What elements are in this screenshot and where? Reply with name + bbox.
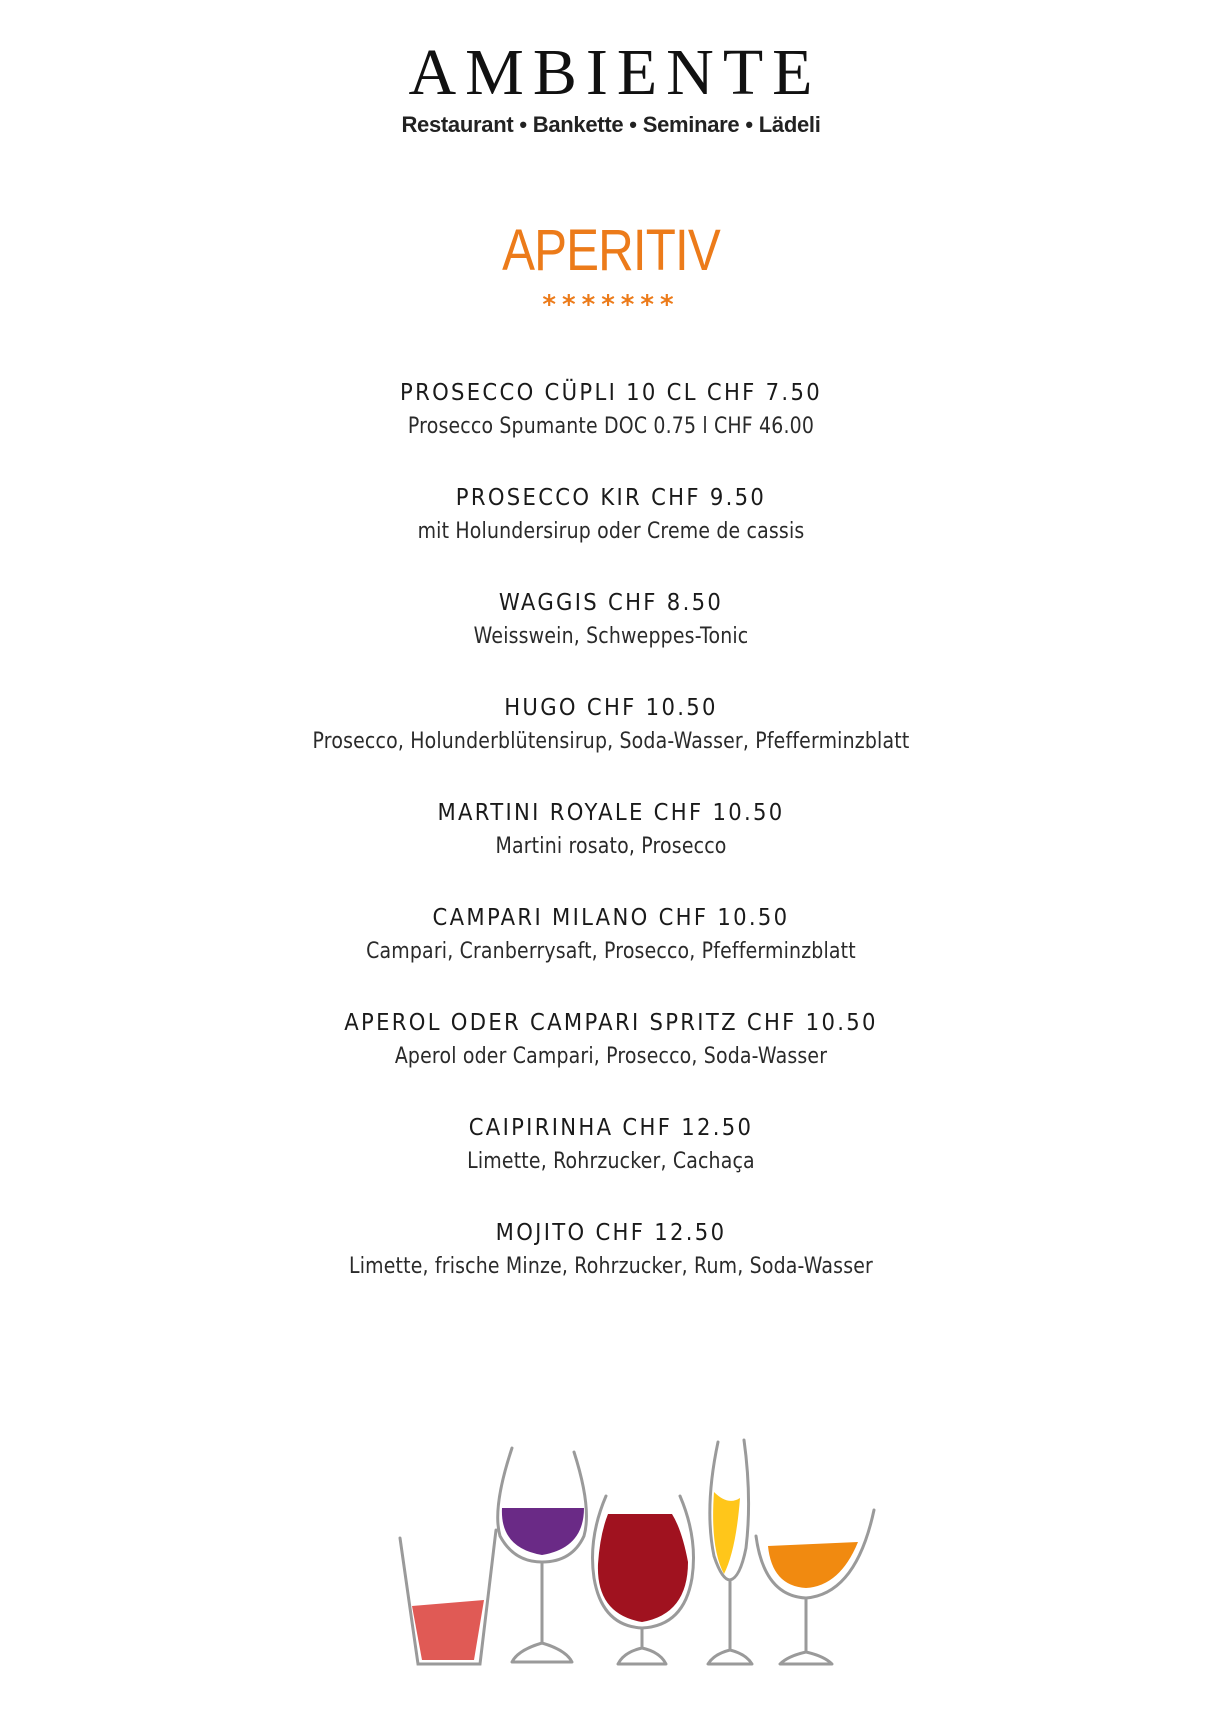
menu-item [0, 691, 1222, 796]
red-drink [598, 1514, 688, 1622]
menu-item [0, 796, 1222, 901]
section-title: APERITIV [502, 218, 720, 283]
menu-list [0, 376, 1222, 1321]
tumbler-glass-icon [400, 1530, 496, 1664]
wine-glass-stem [512, 1562, 572, 1662]
coral-drink [412, 1600, 484, 1660]
tagline-restaurant: Restaurant [401, 112, 514, 137]
menu-item [0, 586, 1222, 691]
menu-item [0, 376, 1222, 481]
purple-drink [502, 1508, 584, 1555]
menu-item-name: MARTINI ROYALE CHF 10.50 [437, 800, 785, 826]
tagline-separator: • [629, 112, 637, 137]
menu-item-name: WAGGIS CHF 8.50 [498, 590, 724, 616]
decorative-stars: ******* [542, 290, 680, 320]
tagline-laedeli: Lädeli [758, 112, 821, 137]
menu-item [0, 1006, 1222, 1111]
header [0, 36, 1222, 138]
menu-item [0, 481, 1222, 586]
orange-drink [768, 1542, 858, 1588]
menu-item-name: APEROL ODER CAMPARI SPRITZ CHF 10.50 [344, 1010, 878, 1036]
menu-item-name: MOJITO CHF 12.50 [495, 1220, 727, 1246]
menu-item-description: Limette, frische Minze, Rohrzucker, Rum, Soda-Wasser [348, 1254, 874, 1279]
wine-glass-icon [498, 1448, 587, 1662]
tagline-seminare: Seminare [642, 112, 740, 137]
menu-item-name: PROSECCO KIR CHF 9.50 [455, 485, 767, 511]
menu-item [0, 1111, 1222, 1216]
menu-item-description: Limette, Rohrzucker, Cachaça [467, 1149, 755, 1174]
menu-item-description: Prosecco Spumante DOC 0.75 l CHF 46.00 [407, 414, 815, 439]
menu-item-description: Aperol oder Campari, Prosecco, Soda-Wasser [394, 1044, 828, 1069]
menu-item-name: CAIPIRINHA CHF 12.50 [468, 1115, 754, 1141]
flute-stem [708, 1580, 752, 1664]
menu-item-description: Weisswein, Schweppes-Tonic [473, 624, 749, 649]
snifter-stem [618, 1628, 666, 1664]
menu-item-description: Martini rosato, Prosecco [495, 834, 727, 859]
menu-item [0, 901, 1222, 1006]
snifter-glass-icon [593, 1496, 694, 1664]
tagline-bankette: Bankette [532, 112, 624, 137]
menu-item [0, 1216, 1222, 1321]
menu-item-description: Prosecco, Holunderblütensirup, Soda-Wasser, Pfefferminzblatt [312, 729, 910, 754]
wine-glasses-illustration [392, 1438, 892, 1668]
menu-item-name: CAMPARI MILANO CHF 10.50 [432, 905, 790, 931]
cocktail-glass-icon [756, 1510, 874, 1664]
menu-item-description: mit Holundersirup oder Creme de cassis [417, 519, 805, 544]
menu-item-name: PROSECCO CÜPLI 10 CL CHF 7.50 [400, 380, 822, 406]
menu-item-description: Campari, Cranberrysaft, Prosecco, Pfefferminzblatt [366, 939, 856, 964]
tagline [0, 112, 1222, 138]
champagne-flute-icon [708, 1440, 752, 1664]
tagline-separator: • [745, 112, 753, 137]
cocktail-stem [780, 1598, 832, 1664]
menu-item-name: HUGO CHF 10.50 [504, 695, 718, 721]
tagline-separator: • [519, 112, 527, 137]
brand-logo: AMBIENTE [408, 36, 822, 109]
